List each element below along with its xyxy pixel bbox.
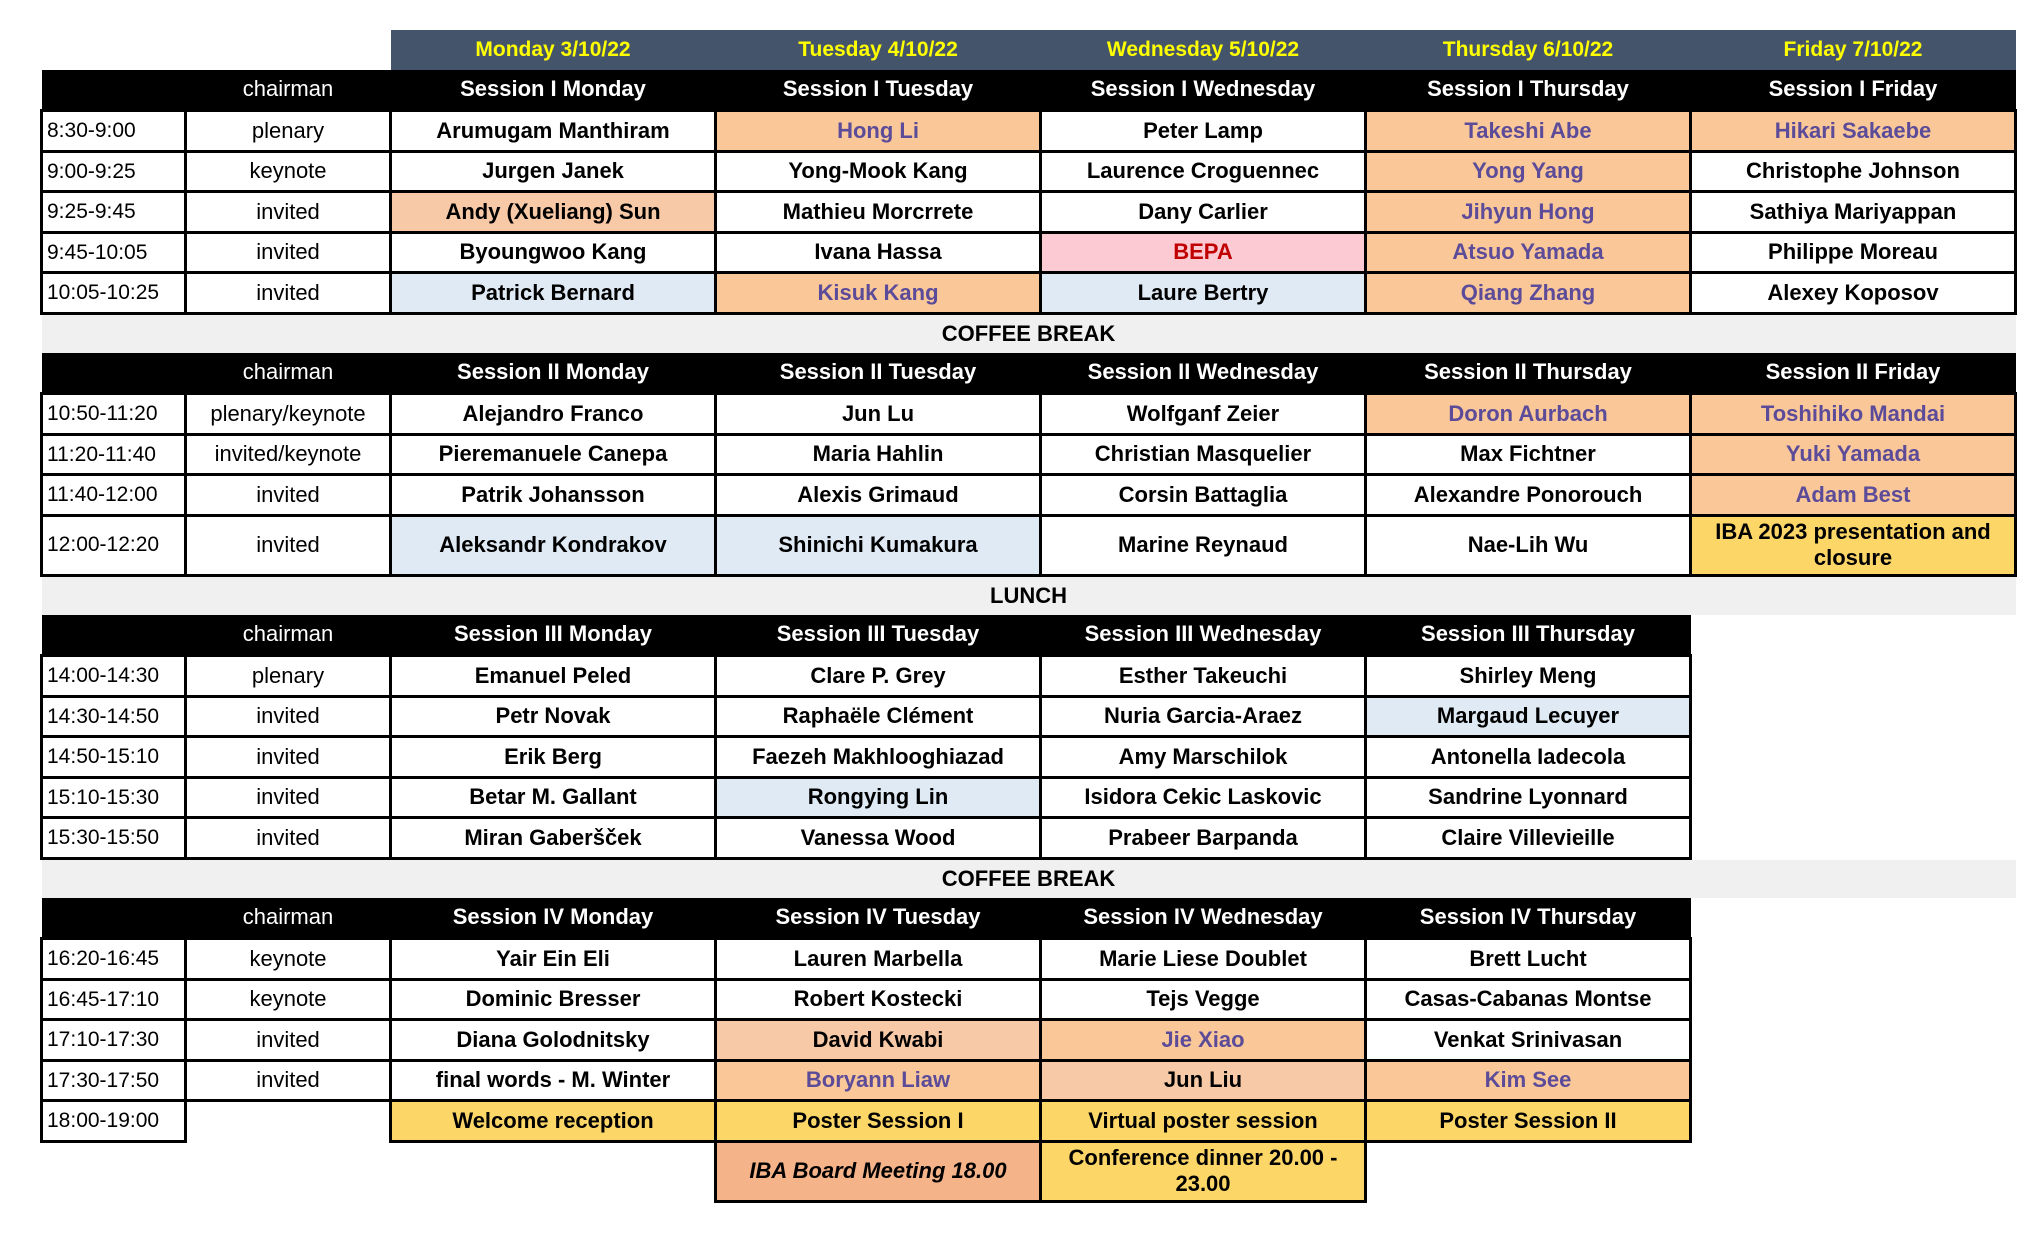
speaker-cell: Emanuel Peled (391, 656, 716, 697)
coffee-break-row: COFFEE BREAK (42, 313, 2016, 353)
speaker-cell: Takeshi Abe (1366, 111, 1691, 152)
speaker-cell: Corsin Battaglia (1041, 475, 1366, 516)
talk-type: keynote (186, 939, 391, 980)
day-header-monday: Monday 3/10/22 (391, 30, 716, 70)
speaker-cell: Alejandro Franco (391, 394, 716, 435)
session-title: Session II Friday (1691, 353, 2016, 394)
session-header-row (42, 898, 2016, 939)
speaker-cell: Sandrine Lyonnard (1366, 777, 1691, 818)
schedule-row (42, 818, 2016, 859)
speaker-cell: BEPA (1041, 232, 1366, 273)
speaker-cell: Raphaële Clément (716, 696, 1041, 737)
schedule-row (42, 273, 2016, 314)
speaker-cell: Jihyun Hong (1366, 192, 1691, 233)
speaker-cell: Byoungwoo Kang (391, 232, 716, 273)
speaker-cell: Yong Yang (1366, 151, 1691, 192)
session-title: Session I Monday (391, 70, 716, 111)
session-title: Session II Thursday (1366, 353, 1691, 394)
talk-type: invited (186, 515, 391, 575)
virtual-poster-session-cell: Virtual poster session (1041, 1101, 1366, 1142)
speaker-cell: Arumugam Manthiram (391, 111, 716, 152)
speaker-cell: Hikari Sakaebe (1691, 111, 2016, 152)
talk-type: invited (186, 777, 391, 818)
talk-type: invited (186, 475, 391, 516)
speaker-cell: Pieremanuele Canepa (391, 434, 716, 475)
session-title: Session III Thursday (1366, 615, 1691, 656)
conference-dinner-cell: Conference dinner 20.00 - 23.00 (1041, 1141, 1366, 1201)
speaker-cell: Lauren Marbella (716, 939, 1041, 980)
speaker-cell: Wolfganf Zeier (1041, 394, 1366, 435)
talk-type: plenary (186, 656, 391, 697)
speaker-cell: Philippe Moreau (1691, 232, 2016, 273)
speaker-cell: Dominic Bresser (391, 979, 716, 1020)
speaker-cell: Patrik Johansson (391, 475, 716, 516)
conference-schedule-table (40, 30, 2017, 1203)
time-slot: 15:10-15:30 (42, 777, 186, 818)
session-title: Session I Thursday (1366, 70, 1691, 111)
talk-type: invited (186, 273, 391, 314)
time-slot: 18:00-19:00 (42, 1101, 186, 1142)
session-title: Session IV Tuesday (716, 898, 1041, 939)
time-slot: 14:30-14:50 (42, 696, 186, 737)
talk-type: invited (186, 1060, 391, 1101)
time-slot: 12:00-12:20 (42, 515, 186, 575)
talk-type: invited (186, 818, 391, 859)
speaker-cell: Vanessa Wood (716, 818, 1041, 859)
talk-type: plenary (186, 111, 391, 152)
time-slot: 17:10-17:30 (42, 1020, 186, 1061)
time-slot: 14:50-15:10 (42, 737, 186, 778)
time-slot: 16:45-17:10 (42, 979, 186, 1020)
speaker-cell: Maria Hahlin (716, 434, 1041, 475)
speaker-cell: Alexey Koposov (1691, 273, 2016, 314)
coffee-break-row: COFFEE BREAK (42, 858, 2016, 898)
session-header-row (42, 70, 2016, 111)
session-title: Session II Tuesday (716, 353, 1041, 394)
speaker-cell: Petr Novak (391, 696, 716, 737)
talk-type: keynote (186, 979, 391, 1020)
schedule-row (42, 475, 2016, 516)
time-slot: 10:05-10:25 (42, 273, 186, 314)
talk-type: invited (186, 192, 391, 233)
time-slot: 8:30-9:00 (42, 111, 186, 152)
session-title: Session III Tuesday (716, 615, 1041, 656)
extra-events-row (42, 1141, 2016, 1201)
board-meeting-cell: IBA Board Meeting 18.00 (716, 1141, 1041, 1201)
time-slot: 9:25-9:45 (42, 192, 186, 233)
speaker-cell: Christophe Johnson (1691, 151, 2016, 192)
speaker-cell: Yuki Yamada (1691, 434, 2016, 475)
schedule-row (42, 1060, 2016, 1101)
talk-type: plenary/keynote (186, 394, 391, 435)
speaker-cell: Yair Ein Eli (391, 939, 716, 980)
speaker-cell: Isidora Cekic Laskovic (1041, 777, 1366, 818)
speaker-cell: Doron Aurbach (1366, 394, 1691, 435)
speaker-cell: Alexis Grimaud (716, 475, 1041, 516)
closure-cell: IBA 2023 presentation and closure (1691, 515, 2016, 575)
speaker-cell: Atsuo Yamada (1366, 232, 1691, 273)
speaker-cell: Shirley Meng (1366, 656, 1691, 697)
speaker-cell: Jurgen Janek (391, 151, 716, 192)
talk-type: invited (186, 737, 391, 778)
speaker-cell: Rongying Lin (716, 777, 1041, 818)
speaker-cell: Nuria Garcia-Araez (1041, 696, 1366, 737)
session-title: Session II Monday (391, 353, 716, 394)
speaker-cell: Jun Liu (1041, 1060, 1366, 1101)
speaker-cell: final words - M. Winter (391, 1060, 716, 1101)
speaker-cell: Yong-Mook Kang (716, 151, 1041, 192)
speaker-cell: Erik Berg (391, 737, 716, 778)
chairman-label: chairman (186, 615, 391, 656)
time-slot: 10:50-11:20 (42, 394, 186, 435)
speaker-cell: Sathiya Mariyappan (1691, 192, 2016, 233)
schedule-row (42, 737, 2016, 778)
schedule-row (42, 192, 2016, 233)
poster-session-2-cell: Poster Session II (1366, 1101, 1691, 1142)
session-title: Session I Wednesday (1041, 70, 1366, 111)
speaker-cell: Marie Liese Doublet (1041, 939, 1366, 980)
speaker-cell: Nae-Lih Wu (1366, 515, 1691, 575)
day-header-tuesday: Tuesday 4/10/22 (716, 30, 1041, 70)
speaker-cell: Betar M. Gallant (391, 777, 716, 818)
speaker-cell: Prabeer Barpanda (1041, 818, 1366, 859)
speaker-cell: Toshihiko Mandai (1691, 394, 2016, 435)
speaker-cell: Amy Marschilok (1041, 737, 1366, 778)
speaker-cell: Laurence Croguennec (1041, 151, 1366, 192)
schedule-row (42, 696, 2016, 737)
session-title: Session III Wednesday (1041, 615, 1366, 656)
speaker-cell: Jie Xiao (1041, 1020, 1366, 1061)
schedule-row (42, 1020, 2016, 1061)
session-title: Session III Monday (391, 615, 716, 656)
session-title: Session II Wednesday (1041, 353, 1366, 394)
speaker-cell: Claire Villevieille (1366, 818, 1691, 859)
session-header-row (42, 615, 2016, 656)
session-title: Session I Friday (1691, 70, 2016, 111)
speaker-cell: Miran Gaberšček (391, 818, 716, 859)
chairman-label: chairman (186, 898, 391, 939)
speaker-cell: Faezeh Makhlooghiazad (716, 737, 1041, 778)
schedule-row (42, 111, 2016, 152)
speaker-cell: Ivana Hassa (716, 232, 1041, 273)
talk-type: invited (186, 696, 391, 737)
speaker-cell: Jun Lu (716, 394, 1041, 435)
speaker-cell: Laure Bertry (1041, 273, 1366, 314)
speaker-cell: Andy (Xueliang) Sun (391, 192, 716, 233)
lunch-break-row: LUNCH (42, 575, 2016, 615)
schedule-row (42, 151, 2016, 192)
session-title: Session I Tuesday (716, 70, 1041, 111)
schedule-row (42, 656, 2016, 697)
time-slot: 9:00-9:25 (42, 151, 186, 192)
speaker-cell: Clare P. Grey (716, 656, 1041, 697)
speaker-cell: Shinichi Kumakura (716, 515, 1041, 575)
speaker-cell: Kisuk Kang (716, 273, 1041, 314)
poster-session-1-cell: Poster Session I (716, 1101, 1041, 1142)
time-slot: 14:00-14:30 (42, 656, 186, 697)
day-header-friday: Friday 7/10/22 (1691, 30, 2016, 70)
speaker-cell: Casas-Cabanas Montse (1366, 979, 1691, 1020)
speaker-cell: Venkat Srinivasan (1366, 1020, 1691, 1061)
speaker-cell: Antonella Iadecola (1366, 737, 1691, 778)
session-title: Session IV Monday (391, 898, 716, 939)
schedule-row (42, 777, 2016, 818)
speaker-cell: Boryann Liaw (716, 1060, 1041, 1101)
speaker-cell: Peter Lamp (1041, 111, 1366, 152)
time-slot: 15:30-15:50 (42, 818, 186, 859)
time-slot: 17:30-17:50 (42, 1060, 186, 1101)
talk-type: invited (186, 1020, 391, 1061)
speaker-cell: Margaud Lecuyer (1366, 696, 1691, 737)
session-title: Session IV Thursday (1366, 898, 1691, 939)
time-slot: 9:45-10:05 (42, 232, 186, 273)
chairman-label: chairman (186, 70, 391, 111)
speaker-cell: Dany Carlier (1041, 192, 1366, 233)
speaker-cell: Qiang Zhang (1366, 273, 1691, 314)
speaker-cell: Adam Best (1691, 475, 2016, 516)
day-header-thursday: Thursday 6/10/22 (1366, 30, 1691, 70)
speaker-cell: Brett Lucht (1366, 939, 1691, 980)
speaker-cell: Aleksandr Kondrakov (391, 515, 716, 575)
speaker-cell: Max Fichtner (1366, 434, 1691, 475)
session-title: Session IV Wednesday (1041, 898, 1366, 939)
speaker-cell: Christian Masquelier (1041, 434, 1366, 475)
speaker-cell: Patrick Bernard (391, 273, 716, 314)
talk-type: invited (186, 232, 391, 273)
schedule-row (42, 394, 2016, 435)
schedule-row (42, 515, 2016, 575)
schedule-row (42, 434, 2016, 475)
speaker-cell: Marine Reynaud (1041, 515, 1366, 575)
speaker-cell: Alexandre Ponorouch (1366, 475, 1691, 516)
time-slot: 16:20-16:45 (42, 939, 186, 980)
speaker-cell: Tejs Vegge (1041, 979, 1366, 1020)
schedule-row (42, 232, 2016, 273)
time-slot: 11:20-11:40 (42, 434, 186, 475)
schedule-row (42, 979, 2016, 1020)
welcome-reception-cell: Welcome reception (391, 1101, 716, 1142)
talk-type: invited/keynote (186, 434, 391, 475)
speaker-cell: Esther Takeuchi (1041, 656, 1366, 697)
speaker-cell: David Kwabi (716, 1020, 1041, 1061)
day-header-wednesday: Wednesday 5/10/22 (1041, 30, 1366, 70)
schedule-row (42, 939, 2016, 980)
speaker-cell: Robert Kostecki (716, 979, 1041, 1020)
chairman-label: chairman (186, 353, 391, 394)
session-header-row (42, 353, 2016, 394)
talk-type: keynote (186, 151, 391, 192)
time-slot: 11:40-12:00 (42, 475, 186, 516)
speaker-cell: Diana Golodnitsky (391, 1020, 716, 1061)
evening-row (42, 1101, 2016, 1142)
speaker-cell: Hong Li (716, 111, 1041, 152)
speaker-cell: Mathieu Morcrrete (716, 192, 1041, 233)
speaker-cell: Kim See (1366, 1060, 1691, 1101)
